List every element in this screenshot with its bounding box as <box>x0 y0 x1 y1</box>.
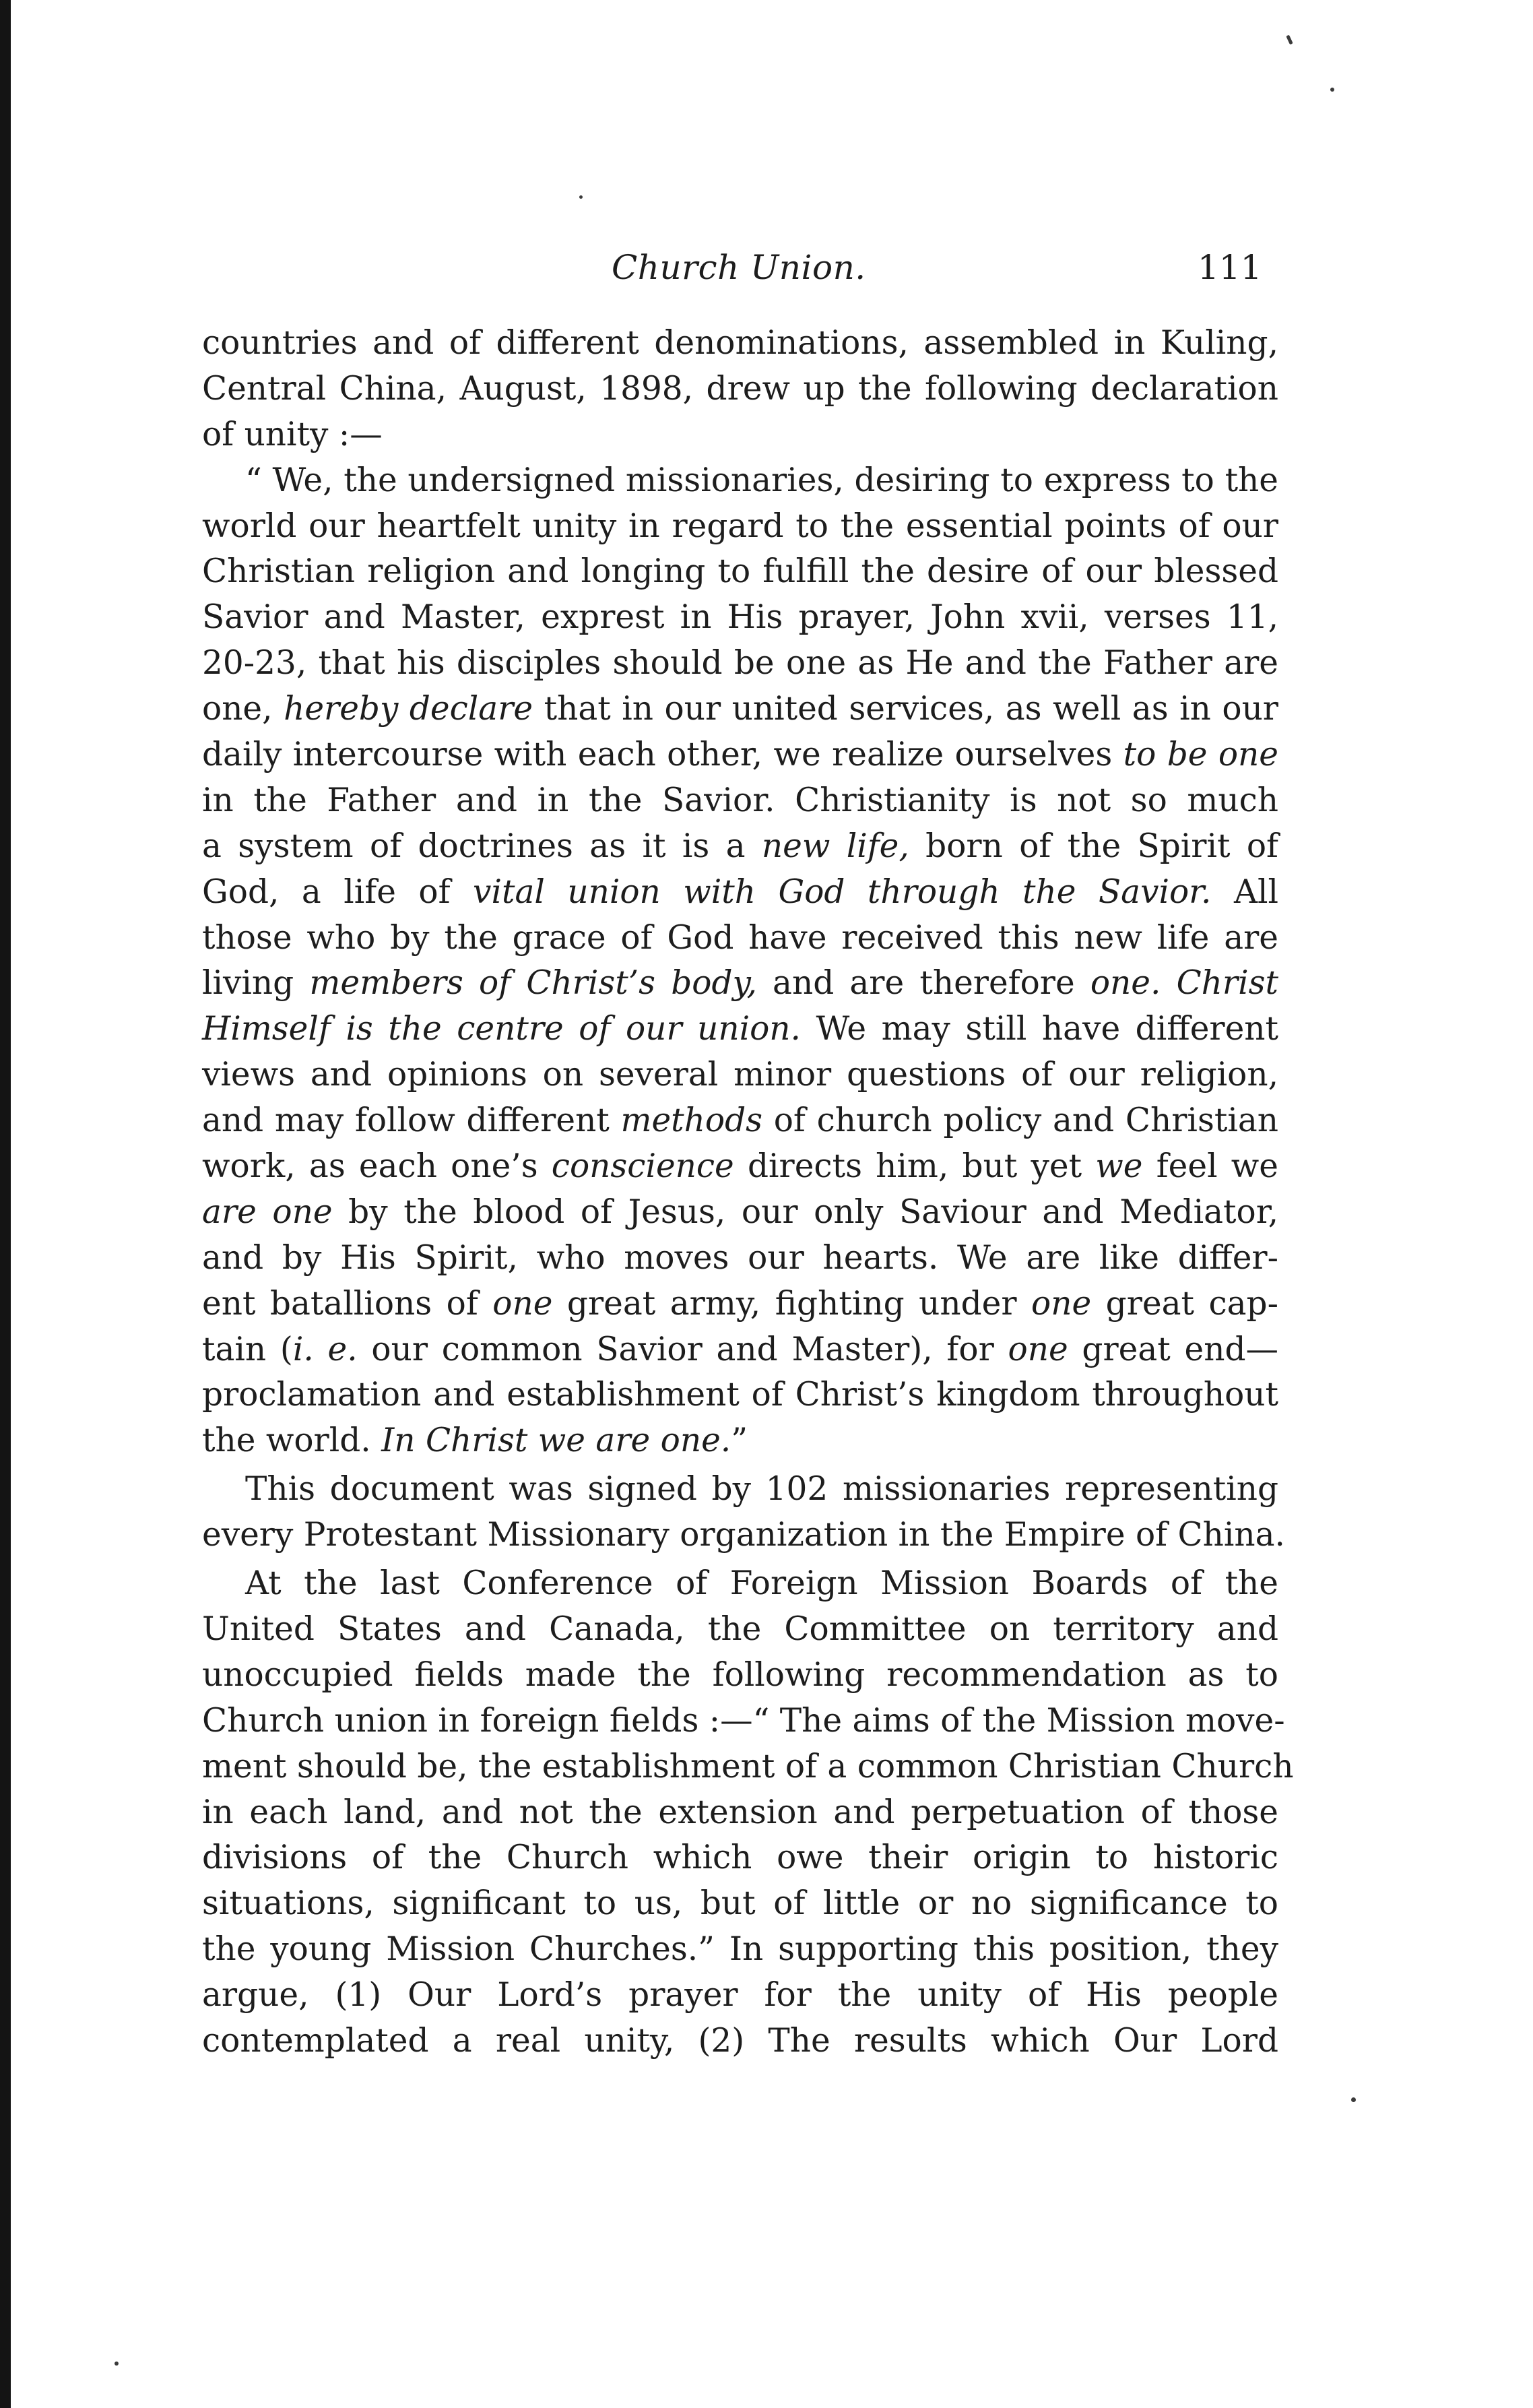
text-line: those who by the grace of God have received this new life are <box>202 918 1278 957</box>
text-line: and by His Spirit, who moves our hearts. We are like differ- <box>202 1238 1278 1277</box>
page-binding-edge <box>0 0 11 2408</box>
text-line: are one by the blood of Jesus, our only Saviour and Mediator, <box>202 1193 1278 1231</box>
ink-speck <box>579 195 583 199</box>
text-line: and may follow different methods of church policy and Christian <box>202 1102 1278 1140</box>
text-line: This document was signed by 102 missionaries representing <box>245 1470 1278 1509</box>
text-line: the world. In Christ we are one.” <box>202 1422 748 1460</box>
text-line: views and opinions on several minor questions of our religion, <box>202 1056 1278 1094</box>
text-line: Savior and Master, exprest in His prayer, John xvii, verses 11, <box>202 598 1278 637</box>
text-line: Himself is the centre of our union. We may still have different <box>202 1010 1279 1048</box>
text-line: United States and Canada, the Committee on territory and <box>202 1610 1278 1648</box>
text-line: living members of Christ’s body, and are therefore one. Christ <box>202 964 1278 1003</box>
body-text <box>202 321 1294 2064</box>
text-line: 20-23, that his disciples should be one as He and the Father are <box>202 644 1278 683</box>
text-line: Central China, August, 1898, drew up the following declaration <box>202 369 1278 408</box>
ink-speck <box>1351 2097 1356 2102</box>
text-line: proclamation and establishment of Christ’s kingdom throughout <box>202 1376 1278 1414</box>
text-line: God, a life of vital union with God through the Savior. All <box>202 873 1278 911</box>
text-line: of unity :— <box>202 415 383 453</box>
text-line: countries and of different denominations, assembled in Kuling, <box>202 324 1278 362</box>
page-number: 111 <box>1198 248 1262 287</box>
page-header <box>0 248 1533 295</box>
text-line: ent batallions of one great army, fighting under one great cap- <box>202 1284 1278 1323</box>
text-line: every Protestant Missionary organization in the Empire of China. <box>202 1516 1285 1554</box>
text-line: unoccupied fields made the following recommendation as to <box>202 1655 1278 1694</box>
text-line: “ We, the undersigned missionaries, desiring to express to the <box>245 461 1278 499</box>
text-line: daily intercourse with each other, we realize ourselves to be one <box>202 736 1278 774</box>
text-line: work, as each one’s conscience directs him, but yet we feel we <box>202 1147 1279 1186</box>
text-line: divisions of the Church which owe their origin to historic <box>202 1839 1278 1877</box>
text-line: ment should be, the establishment of a common Christian Church <box>202 1747 1294 1785</box>
text-line: Church union in foreign fields :—“ The aims of the Mission move- <box>202 1701 1285 1740</box>
text-line: argue, (1) Our Lord’s prayer for the unity of His people <box>202 1976 1278 2015</box>
ink-speck <box>115 2362 119 2366</box>
text-line: contemplated a real unity, (2) The results which Our Lord <box>202 2021 1278 2060</box>
text-line: in each land, and not the extension and perpetuation of those <box>202 1793 1278 1831</box>
text-line: in the Father and in the Savior. Christianity is not so much <box>202 781 1278 819</box>
text-line: situations, significant to us, but of little or no significance to <box>202 1884 1278 1923</box>
ink-speck <box>1330 88 1334 92</box>
text-line: one, hereby declare that in our united services, as well as in our <box>202 690 1278 728</box>
text-line: Christian religion and longing to fulfill the desire of our blessed <box>202 552 1278 591</box>
text-line: At the last Conference of Foreign Mission Boards of the <box>245 1564 1278 1603</box>
text-line: a system of doctrines as it is a new life, born of the Spirit of <box>202 827 1278 865</box>
text-line: tain (i. e. our common Savior and Master), for one great end— <box>202 1330 1278 1368</box>
text-line: world our heartfelt unity in regard to the essential points of our <box>202 507 1278 545</box>
running-title: Church Union. <box>612 248 866 287</box>
text-line: the young Mission Churches.” In supporting this position, they <box>202 1930 1278 1969</box>
ink-speck <box>1286 35 1293 45</box>
